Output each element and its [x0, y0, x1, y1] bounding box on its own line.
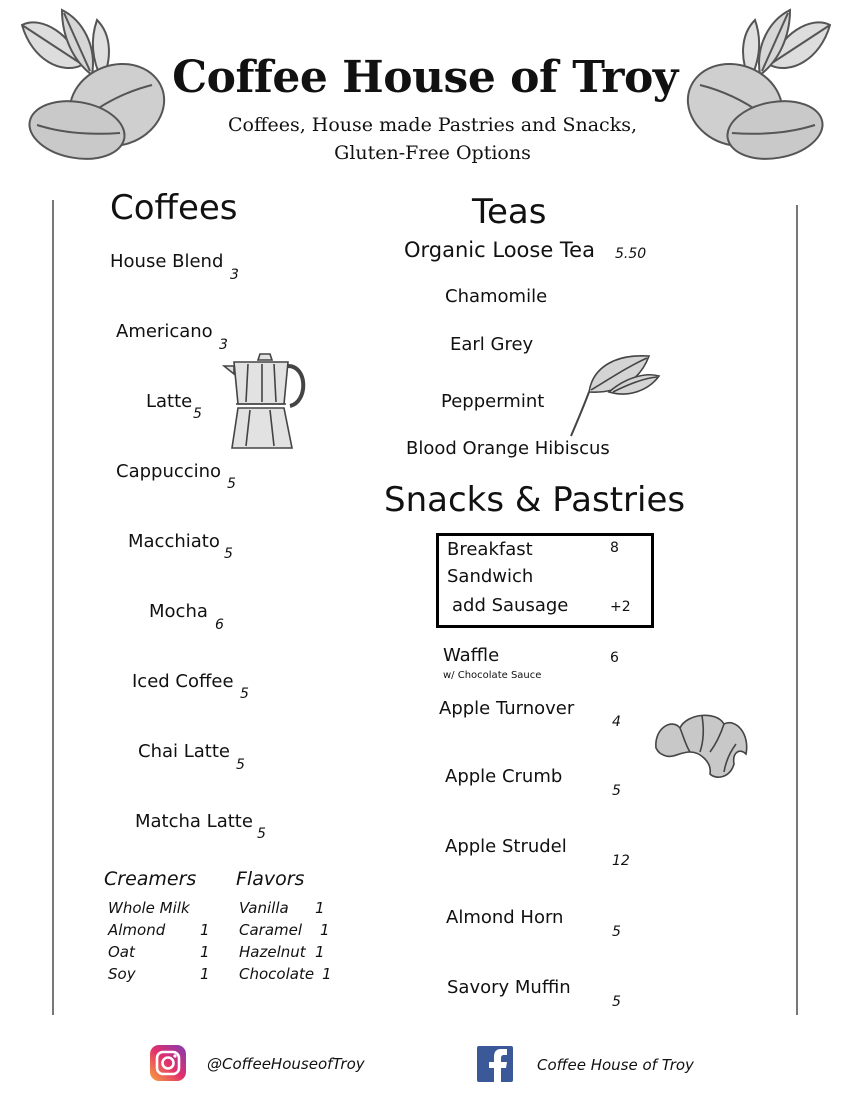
croissant-icon — [650, 708, 752, 782]
coffee-item-name: Chai Latte — [138, 741, 230, 762]
waffle-price: 6 — [610, 650, 619, 666]
snack-item-price: 12 — [612, 853, 630, 869]
snack-item-name: Almond Horn — [446, 907, 564, 928]
snack-item-price: 5 — [612, 783, 621, 799]
coffee-item-name: House Blend — [110, 251, 224, 272]
coffee-item-price: 3 — [219, 337, 228, 353]
flavors-heading: Flavors — [236, 868, 305, 890]
coffee-item-price: 5 — [193, 406, 202, 422]
tea-item: Chamomile — [445, 286, 548, 307]
coffee-item-price: 5 — [227, 476, 236, 492]
snack-item-name: Apple Crumb — [445, 766, 563, 787]
coffee-item-name: Americano — [116, 321, 213, 342]
facebook-page-name[interactable]: Coffee House of Troy — [537, 1056, 694, 1074]
instagram-handle[interactable]: @CoffeeHouseofTroy — [207, 1055, 365, 1073]
snack-item-price: 4 — [612, 714, 621, 730]
creamers-heading: Creamers — [104, 868, 197, 890]
flavor-item-name: Vanilla — [239, 899, 289, 917]
coffee-item-name: Matcha Latte — [135, 811, 253, 832]
flavor-item-price: 1 — [315, 943, 325, 961]
coffee-item-name: Mocha — [149, 601, 208, 622]
breakfast-line-1: Breakfast — [447, 539, 533, 560]
tea-item: Blood Orange Hibiscus — [406, 438, 610, 459]
snack-item-price: 5 — [612, 994, 621, 1010]
waffle-note: w/ Chocolate Sauce — [443, 670, 542, 681]
subtitle-line-2: Gluten-Free Options — [334, 142, 531, 164]
moka-pot-icon — [222, 352, 314, 452]
creamer-item-name: Soy — [108, 965, 136, 983]
breakfast-price: 8 — [610, 540, 619, 556]
waffle-name: Waffle — [443, 645, 500, 666]
creamer-item-name: Almond — [108, 921, 166, 939]
coffee-item-price: 5 — [236, 757, 245, 773]
coffee-item-name: Iced Coffee — [132, 671, 234, 692]
flavor-item-name: Hazelnut — [239, 943, 306, 961]
tea-main-price: 5.50 — [615, 246, 647, 262]
creamer-item-name: Whole Milk — [108, 899, 190, 917]
snacks-heading: Snacks & Pastries — [384, 480, 686, 520]
tea-item: Peppermint — [441, 391, 545, 412]
flavor-item-price: 1 — [322, 965, 332, 983]
tea-item: Earl Grey — [450, 334, 534, 355]
subtitle-line-1: Coffees, House made Pastries and Snacks, — [228, 114, 637, 136]
coffee-item-price: 5 — [240, 686, 249, 702]
coffee-item-name: Macchiato — [128, 531, 220, 552]
tea-main-name: Organic Loose Tea — [404, 238, 595, 262]
right-divider — [796, 205, 798, 1015]
flavor-item-name: Chocolate — [239, 965, 315, 983]
coffee-item-name: Cappuccino — [116, 461, 222, 482]
coffee-item-price: 6 — [215, 617, 224, 633]
coffee-item-name: Latte — [146, 391, 193, 412]
creamer-item-name: Oat — [108, 943, 135, 961]
snack-item-name: Apple Turnover — [439, 698, 575, 719]
snack-item-price: 5 — [612, 924, 621, 940]
breakfast-addon-price: +2 — [610, 599, 631, 615]
coffees-heading: Coffees — [110, 188, 238, 228]
creamer-item-price: 1 — [200, 921, 210, 939]
teas-heading: Teas — [472, 192, 547, 232]
coffee-item-price: 5 — [257, 826, 266, 842]
creamer-item-price: 1 — [200, 965, 210, 983]
creamer-item-price: 1 — [200, 943, 210, 961]
flavor-item-name: Caramel — [239, 921, 303, 939]
coffee-item-price: 3 — [230, 267, 239, 283]
coffee-item-price: 5 — [224, 546, 233, 562]
left-divider — [52, 200, 54, 1015]
instagram-icon[interactable] — [150, 1045, 186, 1081]
breakfast-line-2: Sandwich — [447, 566, 534, 587]
page-title: Coffee House of Troy — [172, 52, 678, 103]
snack-item-name: Savory Muffin — [447, 977, 571, 998]
snack-item-name: Apple Strudel — [445, 836, 567, 857]
flavor-item-price: 1 — [315, 899, 325, 917]
tea-leaf-icon — [565, 352, 665, 440]
flavor-item-price: 1 — [320, 921, 330, 939]
breakfast-addon: add Sausage — [452, 595, 569, 616]
facebook-icon[interactable] — [477, 1046, 513, 1082]
